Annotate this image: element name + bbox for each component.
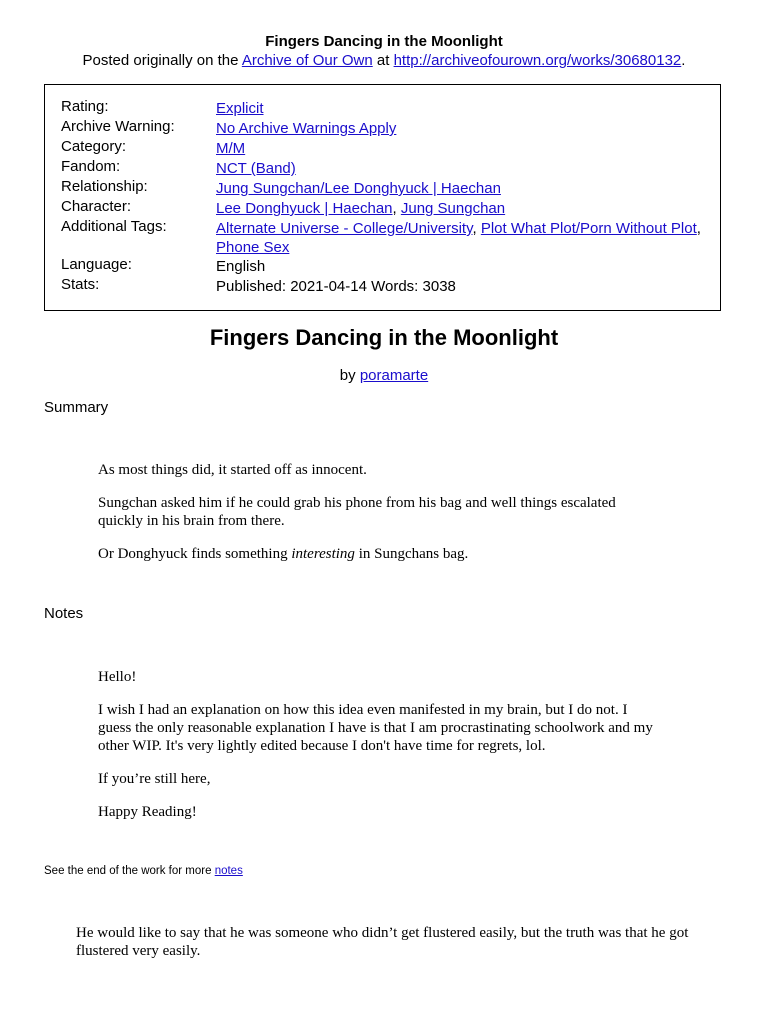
- posted-suffix: .: [681, 52, 686, 69]
- stats-value: Published: 2021-04-14 Words: 3038: [216, 278, 456, 295]
- end-notes-link[interactable]: notes: [214, 865, 243, 877]
- posted-mid: at: [372, 52, 394, 69]
- notes-heading: Notes: [44, 605, 84, 622]
- summary-heading: Summary: [44, 399, 109, 416]
- document-header: [0, 32, 768, 70]
- author-link[interactable]: poramarte: [359, 367, 429, 384]
- fandom-link[interactable]: NCT (Band): [216, 160, 296, 177]
- summary-paragraph: As most things did, it started off as innocent.: [98, 462, 367, 478]
- character-link[interactable]: Lee Donghyuck | Haechan: [216, 200, 393, 217]
- header-title: Fingers Dancing in the Moonlight: [265, 33, 503, 50]
- body-paragraph: He would like to say that he was someone who didn’t get flustered easily, but the truth was that he got flustered very easily.: [76, 925, 689, 959]
- meta-language-label: Language:: [61, 256, 132, 273]
- summary-text: Or Donghyuck finds something: [98, 546, 292, 562]
- tag-link[interactable]: Plot What Plot/Porn Without Plot: [480, 220, 697, 237]
- relationship-link[interactable]: Jung Sungchan/Lee Donghyuck | Haechan: [216, 180, 501, 197]
- posted-prefix: Posted originally on the: [82, 52, 242, 69]
- meta-stats-label: Stats:: [61, 276, 100, 293]
- work-title: Fingers Dancing in the Moonlight: [209, 325, 559, 350]
- warning-link[interactable]: No Archive Warnings Apply: [216, 120, 397, 137]
- summary-text: in Sungchans bag.: [354, 546, 469, 562]
- summary-paragraph: [98, 545, 658, 563]
- notes-paragraph: Hello!: [98, 669, 137, 685]
- meta-tags-label: Additional Tags:: [61, 218, 167, 235]
- meta-rating-label: Rating:: [61, 98, 109, 115]
- category-link[interactable]: M/M: [216, 140, 246, 157]
- end-notes-pointer: [44, 864, 243, 879]
- character-link[interactable]: Jung Sungchan: [400, 200, 506, 217]
- metadata-box: Rating: Explicit Archive Warning: No Archive Warnings Apply Category: M/M Fandom: NCT (Band) Relationship: Jung Sungchan/Lee Donghyuck | Haechan Character: Lee Donghyuck | Haechan, Jung Sungchan Additional Tags: Alternate Universe - College/University, Plot What Plot/Porn Without Plot, Phone Sex Language: English Stats: Published: 2021-04-14 Words: 3038: [44, 84, 721, 311]
- byline-prefix: by: [339, 367, 360, 384]
- summary-emphasis: interesting: [291, 546, 355, 562]
- byline: [0, 366, 768, 385]
- meta-fandom-label: Fandom:: [61, 158, 121, 175]
- tag-link[interactable]: Phone Sex: [216, 239, 290, 256]
- language-value: English: [216, 258, 266, 275]
- meta-relationship-label: Relationship:: [61, 178, 148, 195]
- meta-category-label: Category:: [61, 138, 127, 155]
- summary-paragraph: Sungchan asked him if he could grab his phone from his bag and well things escalated quickly in his brain from there.: [98, 495, 616, 529]
- meta-character-label: Character:: [61, 198, 132, 215]
- notes-paragraph: Happy Reading!: [98, 804, 197, 820]
- posted-line: [0, 51, 768, 70]
- notes-paragraph: If you’re still here,: [98, 771, 211, 787]
- end-notes-prefix: See the end of the work for more: [44, 865, 215, 877]
- rating-link[interactable]: Explicit: [216, 100, 264, 117]
- meta-warning-label: Archive Warning:: [61, 118, 175, 135]
- archive-link[interactable]: Archive of Our Own: [241, 52, 373, 69]
- tag-link[interactable]: Alternate Universe - College/University: [216, 220, 473, 237]
- notes-paragraph: I wish I had an explanation on how this idea even manifested in my brain, but I do not. I guess the only reasonable explanation I have is that I am procrastinating schoolwork and my other WIP. It's very lightly edited because I don't have time for regrets, lol.: [98, 702, 653, 754]
- work-url-link[interactable]: http://archiveofourown.org/works/30680132: [393, 52, 682, 69]
